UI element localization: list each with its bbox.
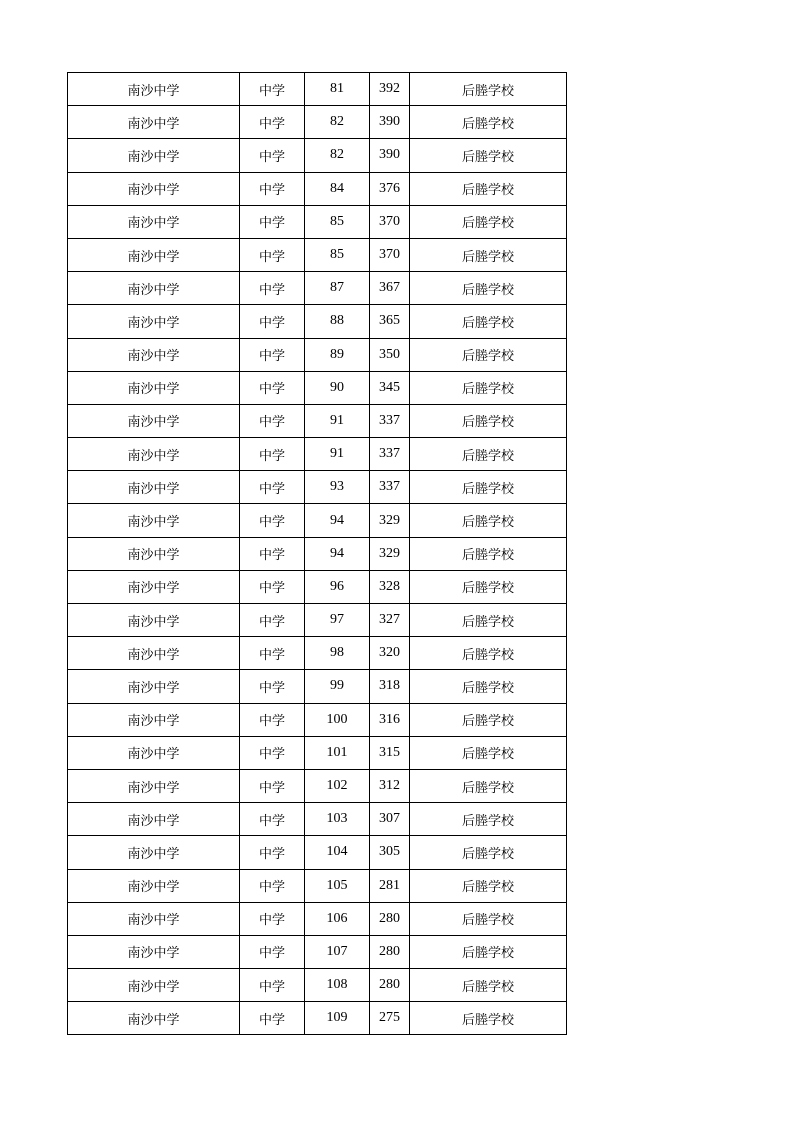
- table-row: [68, 504, 567, 537]
- target-school-cell: 后塍学校: [410, 537, 567, 570]
- level-cell: 中学: [240, 106, 305, 139]
- school-cell: 南沙中学: [68, 604, 240, 637]
- table-row: [68, 172, 567, 205]
- school-cell: 南沙中学: [68, 504, 240, 537]
- target-school-cell: 后塍学校: [410, 205, 567, 238]
- score-cell: 315: [370, 736, 410, 769]
- table-row: [68, 73, 567, 106]
- school-cell: 南沙中学: [68, 371, 240, 404]
- target-school-cell: 后塍学校: [410, 869, 567, 902]
- score-cell: 328: [370, 570, 410, 603]
- rank-cell: 97: [305, 604, 370, 637]
- school-cell: 南沙中学: [68, 969, 240, 1002]
- rank-cell: 94: [305, 537, 370, 570]
- level-cell: 中学: [240, 238, 305, 271]
- level-cell: 中学: [240, 703, 305, 736]
- rank-cell: 107: [305, 935, 370, 968]
- school-cell: 南沙中学: [68, 338, 240, 371]
- table-row: [68, 205, 567, 238]
- school-cell: 南沙中学: [68, 935, 240, 968]
- target-school-cell: 后塍学校: [410, 836, 567, 869]
- school-cell: 南沙中学: [68, 902, 240, 935]
- level-cell: 中学: [240, 471, 305, 504]
- rank-cell: 102: [305, 769, 370, 802]
- target-school-cell: 后塍学校: [410, 305, 567, 338]
- school-cell: 南沙中学: [68, 570, 240, 603]
- school-cell: 南沙中学: [68, 139, 240, 172]
- level-cell: 中学: [240, 438, 305, 471]
- level-cell: 中学: [240, 969, 305, 1002]
- level-cell: 中学: [240, 371, 305, 404]
- target-school-cell: 后塍学校: [410, 637, 567, 670]
- rank-cell: 103: [305, 803, 370, 836]
- rank-cell: 105: [305, 869, 370, 902]
- table-row: [68, 769, 567, 802]
- table-row: [68, 272, 567, 305]
- level-cell: 中学: [240, 205, 305, 238]
- table-row: [68, 139, 567, 172]
- score-cell: 320: [370, 637, 410, 670]
- score-cell: 392: [370, 73, 410, 106]
- score-cell: 390: [370, 139, 410, 172]
- score-cell: 376: [370, 172, 410, 205]
- level-cell: 中学: [240, 305, 305, 338]
- level-cell: 中学: [240, 935, 305, 968]
- level-cell: 中学: [240, 338, 305, 371]
- target-school-cell: 后塍学校: [410, 570, 567, 603]
- table-row: [68, 803, 567, 836]
- rank-cell: 99: [305, 670, 370, 703]
- table-row: [68, 570, 567, 603]
- table-row: [68, 736, 567, 769]
- table-row: [68, 471, 567, 504]
- data-table: [67, 72, 567, 1035]
- level-cell: 中学: [240, 537, 305, 570]
- target-school-cell: 后塍学校: [410, 172, 567, 205]
- target-school-cell: 后塍学校: [410, 73, 567, 106]
- rank-cell: 98: [305, 637, 370, 670]
- target-school-cell: 后塍学校: [410, 404, 567, 437]
- score-cell: 281: [370, 869, 410, 902]
- rank-cell: 91: [305, 438, 370, 471]
- table-row: [68, 238, 567, 271]
- school-cell: 南沙中学: [68, 404, 240, 437]
- school-cell: 南沙中学: [68, 869, 240, 902]
- score-cell: 350: [370, 338, 410, 371]
- table-row: [68, 1002, 567, 1035]
- table-row: [68, 404, 567, 437]
- table-row: [68, 604, 567, 637]
- table-row: [68, 869, 567, 902]
- target-school-cell: 后塍学校: [410, 139, 567, 172]
- school-cell: 南沙中学: [68, 537, 240, 570]
- level-cell: 中学: [240, 836, 305, 869]
- score-cell: 370: [370, 238, 410, 271]
- school-cell: 南沙中学: [68, 736, 240, 769]
- level-cell: 中学: [240, 272, 305, 305]
- rank-cell: 84: [305, 172, 370, 205]
- target-school-cell: 后塍学校: [410, 803, 567, 836]
- table-row: [68, 935, 567, 968]
- school-cell: 南沙中学: [68, 272, 240, 305]
- score-cell: 305: [370, 836, 410, 869]
- level-cell: 中学: [240, 736, 305, 769]
- score-cell: 316: [370, 703, 410, 736]
- score-cell: 329: [370, 537, 410, 570]
- school-cell: 南沙中学: [68, 703, 240, 736]
- target-school-cell: 后塍学校: [410, 471, 567, 504]
- rank-cell: 81: [305, 73, 370, 106]
- target-school-cell: 后塍学校: [410, 272, 567, 305]
- target-school-cell: 后塍学校: [410, 504, 567, 537]
- rank-cell: 94: [305, 504, 370, 537]
- score-cell: 367: [370, 272, 410, 305]
- rank-cell: 82: [305, 106, 370, 139]
- level-cell: 中学: [240, 570, 305, 603]
- target-school-cell: 后塍学校: [410, 1002, 567, 1035]
- score-cell: 337: [370, 404, 410, 437]
- table-row: [68, 703, 567, 736]
- target-school-cell: 后塍学校: [410, 935, 567, 968]
- level-cell: 中学: [240, 404, 305, 437]
- rank-cell: 85: [305, 205, 370, 238]
- score-cell: 280: [370, 969, 410, 1002]
- table-row: [68, 537, 567, 570]
- rank-cell: 100: [305, 703, 370, 736]
- target-school-cell: 后塍学校: [410, 371, 567, 404]
- target-school-cell: 后塍学校: [410, 703, 567, 736]
- target-school-cell: 后塍学校: [410, 670, 567, 703]
- table-row: [68, 338, 567, 371]
- school-cell: 南沙中学: [68, 1002, 240, 1035]
- rank-cell: 101: [305, 736, 370, 769]
- level-cell: 中学: [240, 869, 305, 902]
- score-cell: 329: [370, 504, 410, 537]
- table-row: [68, 902, 567, 935]
- table-row: [68, 438, 567, 471]
- score-cell: 312: [370, 769, 410, 802]
- table-row: [68, 305, 567, 338]
- rank-cell: 108: [305, 969, 370, 1002]
- target-school-cell: 后塍学校: [410, 969, 567, 1002]
- score-cell: 307: [370, 803, 410, 836]
- school-cell: 南沙中学: [68, 803, 240, 836]
- school-cell: 南沙中学: [68, 305, 240, 338]
- level-cell: 中学: [240, 504, 305, 537]
- target-school-cell: 后塍学校: [410, 769, 567, 802]
- target-school-cell: 后塍学校: [410, 338, 567, 371]
- target-school-cell: 后塍学校: [410, 902, 567, 935]
- table-row: [68, 371, 567, 404]
- score-cell: 365: [370, 305, 410, 338]
- school-cell: 南沙中学: [68, 172, 240, 205]
- rank-cell: 82: [305, 139, 370, 172]
- rank-cell: 90: [305, 371, 370, 404]
- target-school-cell: 后塍学校: [410, 736, 567, 769]
- table-body: [68, 73, 567, 1035]
- rank-cell: 96: [305, 570, 370, 603]
- level-cell: 中学: [240, 769, 305, 802]
- school-cell: 南沙中学: [68, 73, 240, 106]
- score-cell: 275: [370, 1002, 410, 1035]
- level-cell: 中学: [240, 172, 305, 205]
- level-cell: 中学: [240, 604, 305, 637]
- level-cell: 中学: [240, 902, 305, 935]
- rank-cell: 106: [305, 902, 370, 935]
- target-school-cell: 后塍学校: [410, 106, 567, 139]
- score-cell: 280: [370, 935, 410, 968]
- score-cell: 337: [370, 438, 410, 471]
- level-cell: 中学: [240, 637, 305, 670]
- score-cell: 280: [370, 902, 410, 935]
- score-cell: 337: [370, 471, 410, 504]
- score-cell: 345: [370, 371, 410, 404]
- rank-cell: 88: [305, 305, 370, 338]
- target-school-cell: 后塍学校: [410, 438, 567, 471]
- level-cell: 中学: [240, 1002, 305, 1035]
- score-cell: 318: [370, 670, 410, 703]
- level-cell: 中学: [240, 803, 305, 836]
- table-row: [68, 836, 567, 869]
- rank-cell: 91: [305, 404, 370, 437]
- school-cell: 南沙中学: [68, 637, 240, 670]
- score-cell: 327: [370, 604, 410, 637]
- target-school-cell: 后塍学校: [410, 238, 567, 271]
- rank-cell: 89: [305, 338, 370, 371]
- table-row: [68, 670, 567, 703]
- score-cell: 390: [370, 106, 410, 139]
- level-cell: 中学: [240, 73, 305, 106]
- school-cell: 南沙中学: [68, 238, 240, 271]
- school-cell: 南沙中学: [68, 471, 240, 504]
- school-cell: 南沙中学: [68, 438, 240, 471]
- school-cell: 南沙中学: [68, 205, 240, 238]
- rank-cell: 104: [305, 836, 370, 869]
- level-cell: 中学: [240, 670, 305, 703]
- table-row: [68, 106, 567, 139]
- rank-cell: 85: [305, 238, 370, 271]
- rank-cell: 109: [305, 1002, 370, 1035]
- rank-cell: 87: [305, 272, 370, 305]
- school-cell: 南沙中学: [68, 769, 240, 802]
- score-cell: 370: [370, 205, 410, 238]
- school-cell: 南沙中学: [68, 106, 240, 139]
- level-cell: 中学: [240, 139, 305, 172]
- school-cell: 南沙中学: [68, 836, 240, 869]
- target-school-cell: 后塍学校: [410, 604, 567, 637]
- school-cell: 南沙中学: [68, 670, 240, 703]
- rank-cell: 93: [305, 471, 370, 504]
- table-row: [68, 969, 567, 1002]
- table-row: [68, 637, 567, 670]
